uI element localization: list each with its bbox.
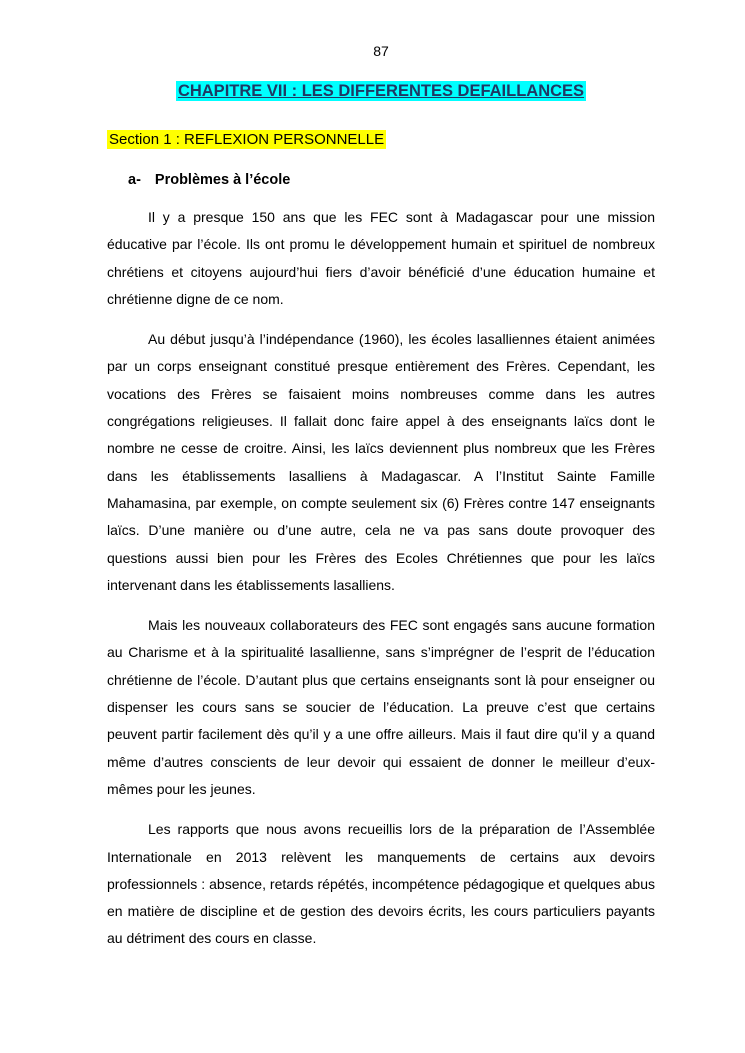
section-heading xyxy=(107,131,655,148)
paragraph-4: Les rapports que nous avons recueillis lors de la préparation de l’Assemblée Internationale en 2013 relèvent les manquements de certains aux devoirs professionnels : absence, retards répétés, incompétence pédagogique et quelques abus en matière de discipline et de gestion des devoirs écrits, les cours particuliers payants au détriment des cours en classe. xyxy=(107,821,655,947)
page-number: 87 xyxy=(373,43,389,59)
sub-heading xyxy=(128,172,655,188)
paragraph-3: Mais les nouveaux collaborateurs des FEC sont engagés sans aucune formation au Charisme et à la spiritualité lasallienne, sans s’imprégner de l’esprit de l’éducation chrétienne de l’école. D’autant plus que certains enseignants sont là pour enseigner ou dispenser les cours sans se soucier de l’éducation. La preuve c’est que certains peuvent partir facilement dès qu’il y a une offre ailleurs. Mais il faut dire qu’il y a quand même d’autres conscients de leur devoir qui essaient de donner le meilleur d’eux-mêmes pour les jeunes. xyxy=(107,617,655,797)
paragraph-2: Au début jusqu’à l’indépendance (1960), les écoles lasalliennes étaient animées par un corps enseignant constitué presque entièrement des Frères. Cependant, les vocations des Frères se faisaient moins nombreuses comme dans les autres congrégations religieuses. Il fallait donc faire appel à des enseignants laïcs dont le nombre ne cesse de croitre. Ainsi, les laïcs deviennent plus nombreux que les Frères dans les établissements lasalliens à Madagascar. A l’Institut Sainte Famille Mahamasina, par exemple, on compte seulement six (6) Frères contre 147 enseignants laïcs. D’une manière ou d’une autre, cela ne va pas sans doute provoquer des questions aussi bien pour les Frères des Ecoles Chrétiennes que pour les laïcs intervenant dans les établissements lasalliens. xyxy=(107,331,655,593)
sub-heading-label: a- xyxy=(128,172,141,188)
section-heading-text: Section 1 : REFLEXION PERSONNELLE xyxy=(109,131,385,148)
sub-heading-text: Problèmes à l’école xyxy=(154,172,291,188)
paragraph-1: Il y a presque 150 ans que les FEC sont à Madagascar pour une mission éducative par l’école. Ils ont promu le développement humain et spirituel de nombreux chrétiens et citoyens aujourd’hui fiers d’avoir bénéficié d’une éducation humaine et chrétienne digne de ce nom. xyxy=(107,209,655,307)
chapter-title-text: CHAPITRE VII : LES DIFFERENTES DEFAILLANCES xyxy=(177,82,585,100)
chapter-title xyxy=(107,82,655,101)
